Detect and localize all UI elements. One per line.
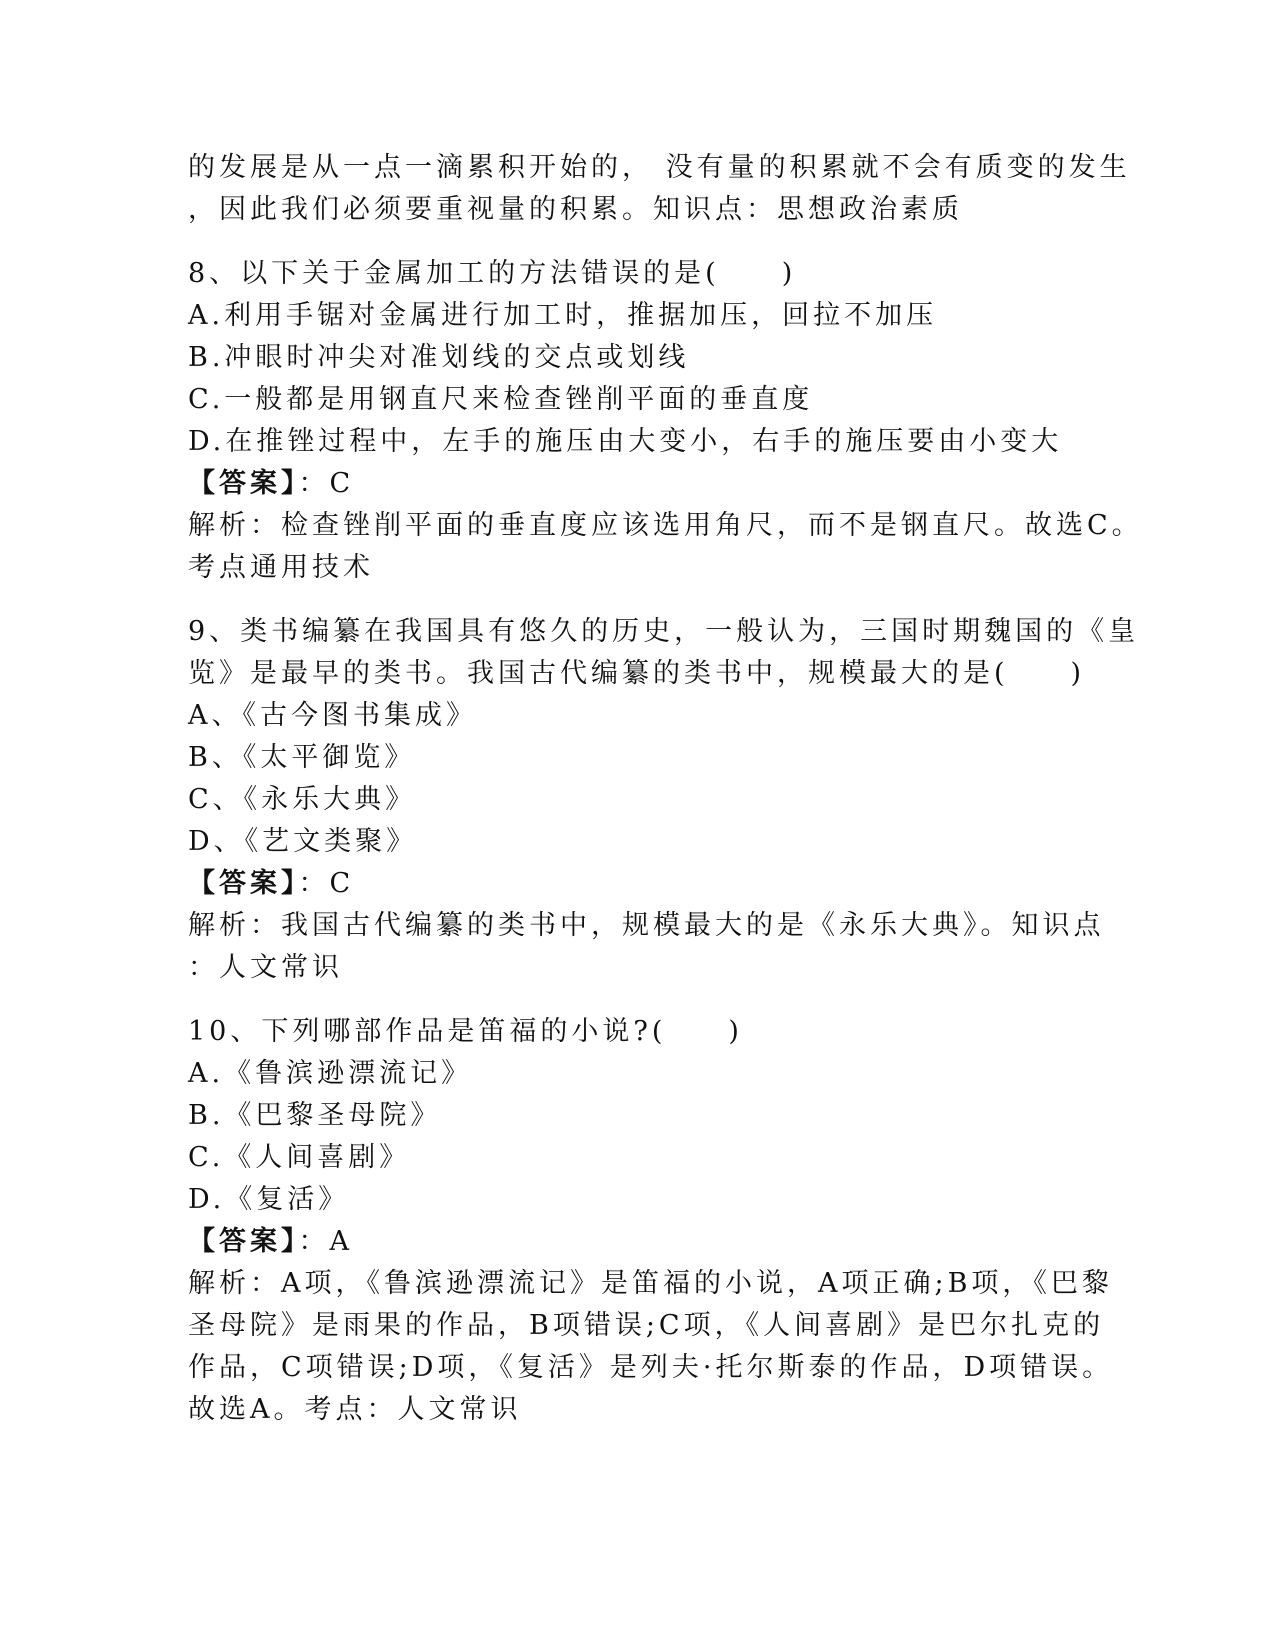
analysis-line: ：人文常识 [188,952,343,983]
answer-label: 【答案】 [188,868,299,899]
question-text: 8、以下关于金属加工的方法错误的是( ) [188,258,797,289]
text-line: ，因此我们必须要重视量的积累。知识点：思想政治素质 [188,194,963,225]
answer-value: ：C [298,868,355,899]
text-line: 的发展是从一点一滴累积开始的， 没有量的积累就不会有质变的发生 [188,152,1131,183]
option-b: B.冲眼时冲尖对准划线的交点或划线 [188,342,690,373]
option-c: C.《人间喜剧》 [188,1142,411,1173]
answer-line [188,863,1088,905]
option-c: C.一般都是用钢直尺来检查锉削平面的垂直度 [188,384,814,415]
analysis-line: 圣母院》是雨果的作品，B项错误;C项，《人间喜剧》是巴尔扎克的 [188,1310,1105,1341]
option-b: B.《巴黎圣母院》 [188,1100,442,1131]
option-d: D.《复活》 [188,1184,350,1215]
option-d: D、《艺文类聚》 [188,826,418,857]
analysis-line: 解析：我国古代编纂的类书中，规模最大的是《永乐大典》。知识点 [188,910,1105,941]
answer-value: ：A [298,1226,353,1257]
question-text: 览》是最早的类书。我国古代编纂的类书中，规模最大的是( ) [188,658,1086,689]
answer-label: 【答案】 [188,1226,299,1257]
option-d: D.在推锉过程中，左手的施压由大变小，右手的施压要由小变大 [188,426,1063,457]
option-b: B、《太平御览》 [188,742,416,773]
document-body [188,147,1143,1431]
analysis-line: 故选A。考点：人文常识 [188,1394,522,1425]
answer-value: ：C [298,468,355,499]
answer-line [188,1221,1088,1263]
question-text: 10、下列哪部作品是笛福的小说?( ) [188,1016,743,1047]
question-10 [188,1011,1114,1431]
option-c: C、《永乐大典》 [188,784,417,815]
question-9 [188,611,1140,989]
spacer [188,589,1088,611]
intro-analysis [188,147,1131,231]
answer-line [188,463,1088,505]
question-8 [188,253,1143,589]
option-a: A.利用手锯对金属进行加工时，推据加压，回拉不加压 [188,300,938,331]
option-a: A、《古今图书集成》 [188,700,477,731]
answer-label: 【答案】 [188,468,299,499]
option-a: A.《鲁滨逊漂流记》 [188,1058,473,1089]
analysis-line: 解析：A项，《鲁滨逊漂流记》是笛福的小说，A项正确;B项，《巴黎 [188,1268,1113,1299]
analysis-line: 考点通用技术 [188,552,374,583]
analysis-line: 作品，C项错误;D项，《复活》是列夫·托尔斯泰的作品，D项错误。 [188,1352,1114,1383]
spacer [188,231,1088,253]
question-text: 9、类书编纂在我国具有悠久的历史，一般认为，三国时期魏国的《皇 [188,616,1140,647]
analysis-line: 解析：检查锉削平面的垂直度应该选用角尺，而不是钢直尺。故选C。 [188,510,1143,541]
spacer [188,989,1088,1011]
